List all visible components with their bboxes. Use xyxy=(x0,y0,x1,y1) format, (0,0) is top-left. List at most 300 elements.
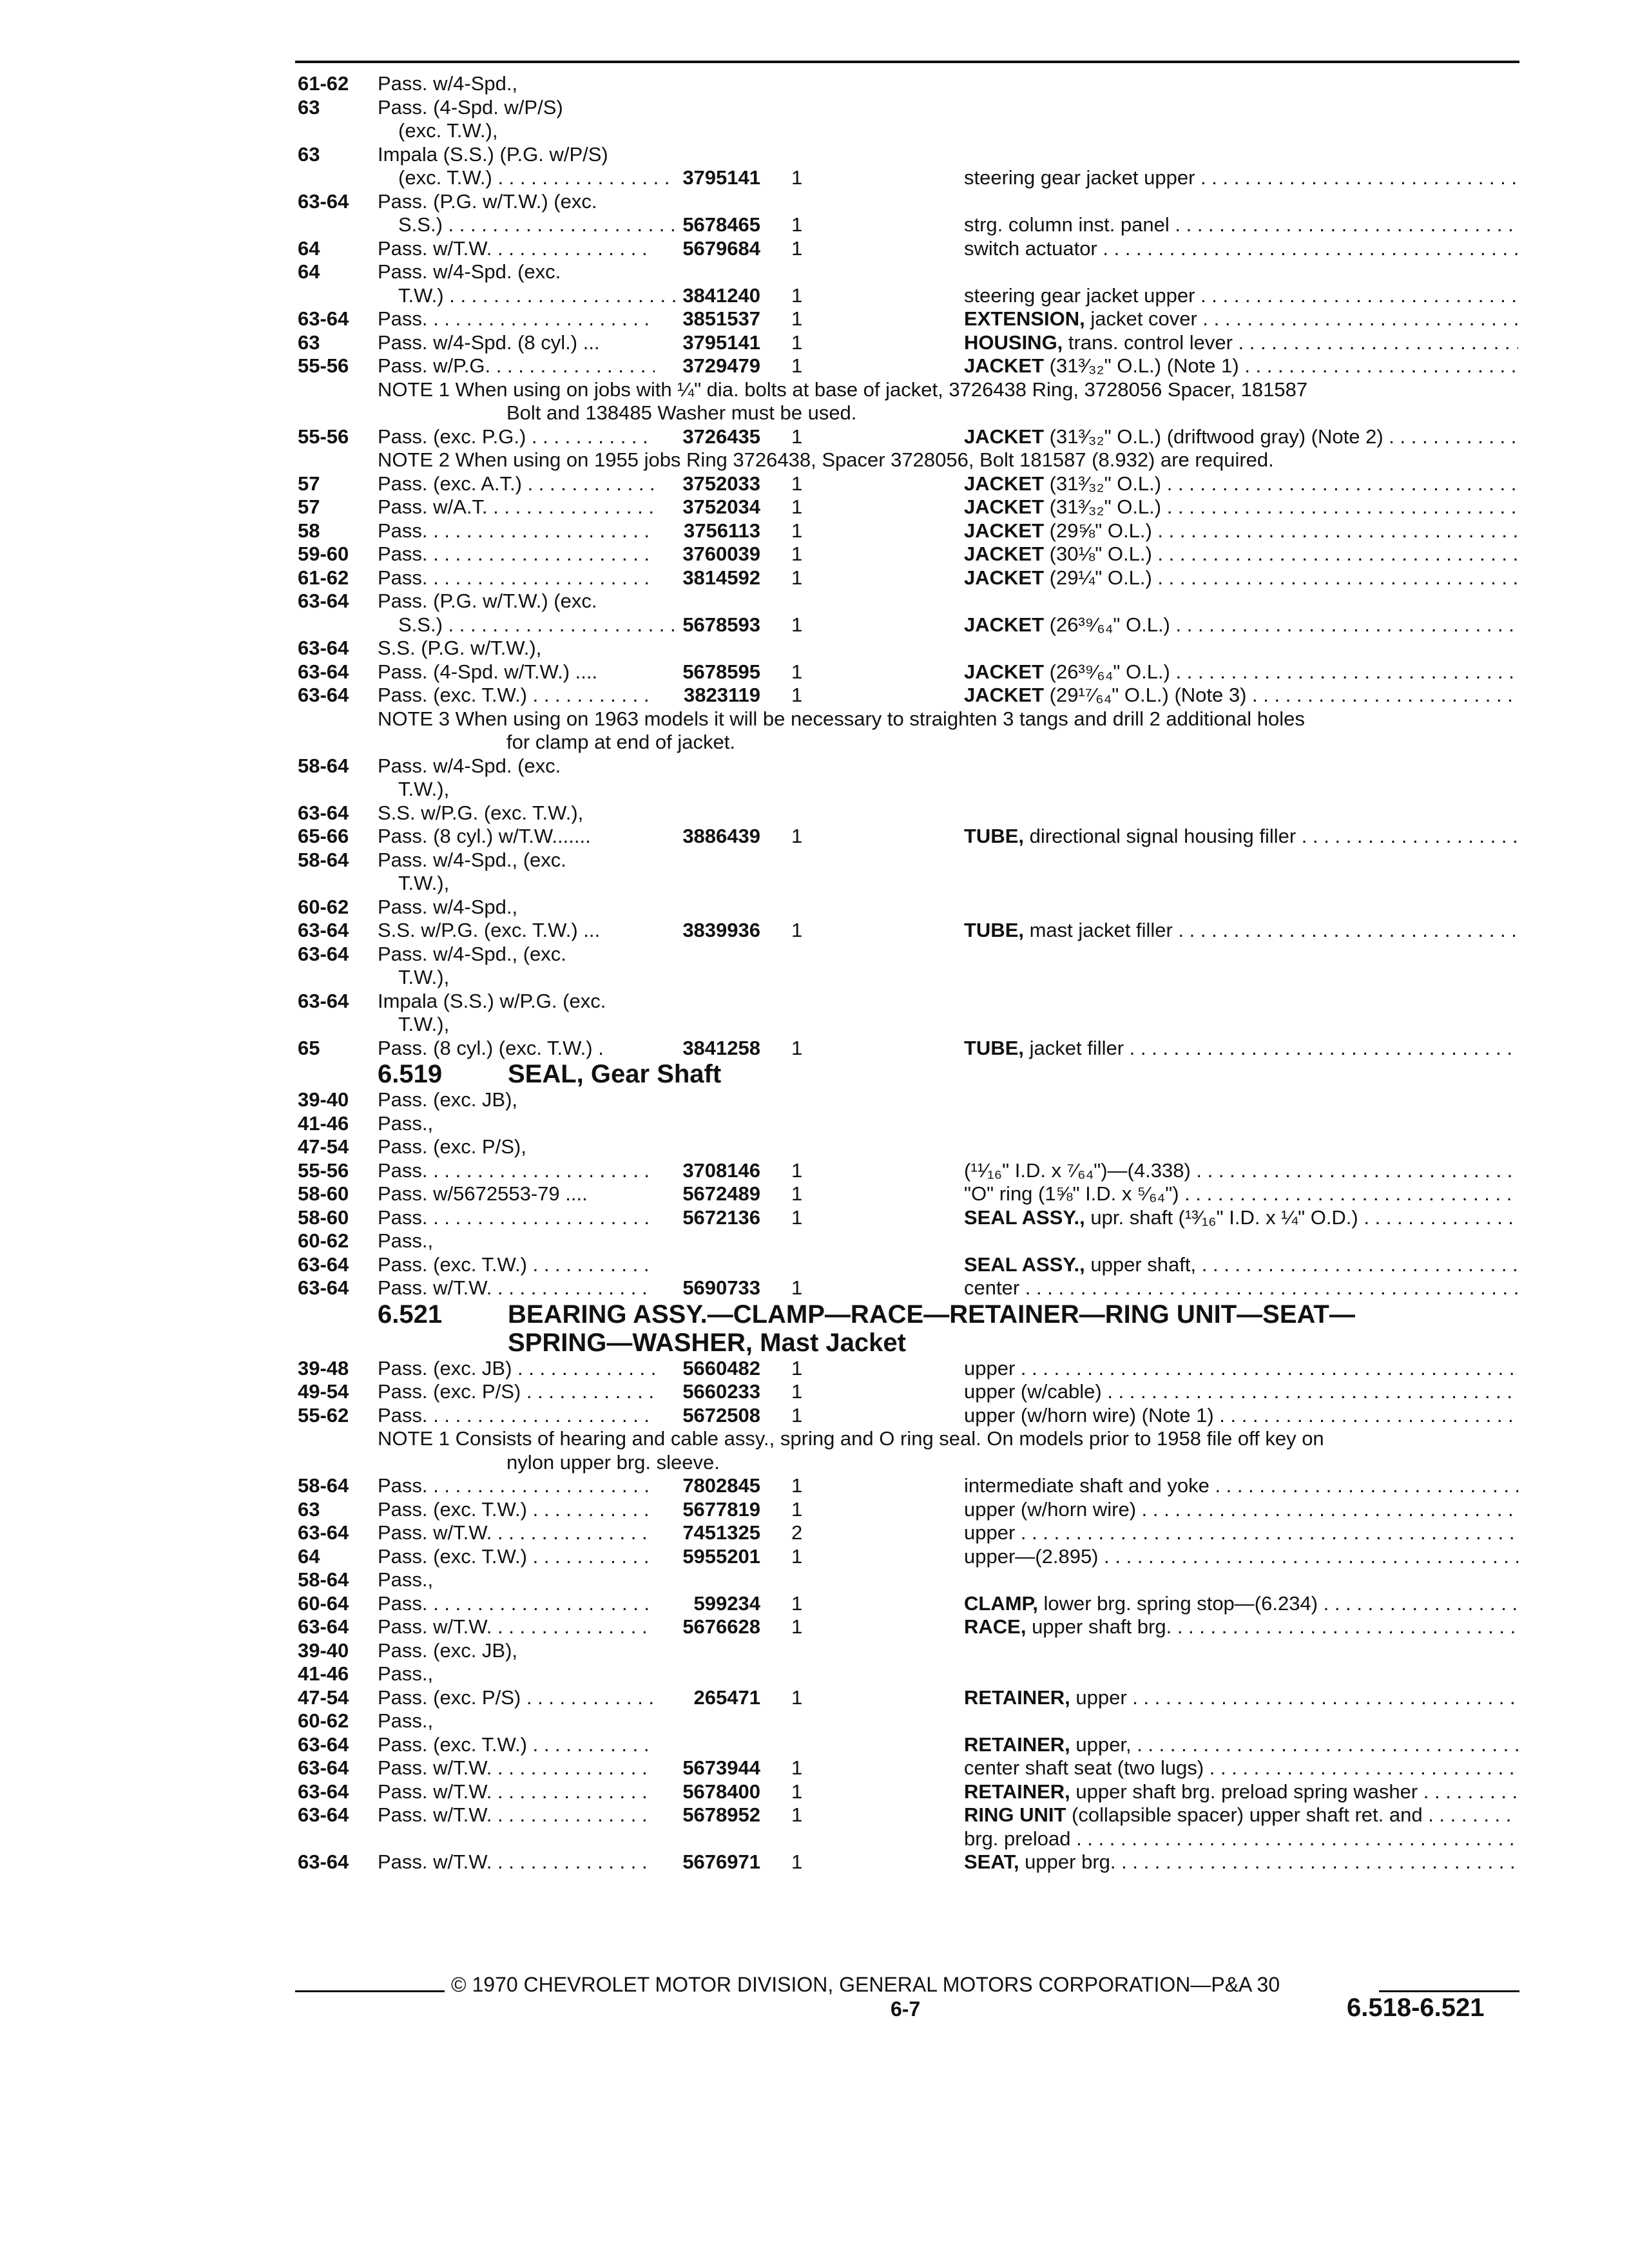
model-year: 63 xyxy=(298,331,320,354)
part-detail: upper shaft brg. preload spring washer . xyxy=(1070,1780,1429,1803)
model-year: 63-64 xyxy=(298,660,349,683)
part-detail: upper (w/cable) xyxy=(964,1380,1102,1403)
quantity: 1 xyxy=(791,566,803,589)
quantity: 1 xyxy=(791,354,803,377)
model-year: 39-40 xyxy=(298,1088,349,1111)
part-name xyxy=(964,213,1518,237)
part-number: 5673944 xyxy=(682,1756,760,1779)
part-detail: upper (w/horn wire) (Note 1) xyxy=(964,1403,1214,1427)
application: Pass., xyxy=(378,1709,434,1732)
part-name xyxy=(964,825,1518,849)
table-row xyxy=(0,166,1629,190)
part-name xyxy=(964,1615,1518,1639)
table-row xyxy=(0,1686,1629,1710)
model-year: 39-40 xyxy=(298,1639,349,1662)
part-keyword: TUBE, xyxy=(964,919,1024,941)
table-row xyxy=(0,966,1629,990)
model-year: 59-60 xyxy=(298,543,349,565)
note-line xyxy=(0,401,1629,425)
model-year: 57 xyxy=(298,495,320,518)
table-row xyxy=(0,1229,1629,1253)
part-keyword: RETAINER, xyxy=(964,1686,1070,1709)
part-detail: (31³⁄₃₂" O.L.) (driftwood gray) (Note 2) xyxy=(1044,425,1383,448)
application: Pass. (8 cyl.) w/T.W....... xyxy=(378,825,591,847)
table-row xyxy=(0,1380,1629,1404)
application: Pass. (exc. JB), xyxy=(378,1088,518,1111)
application: T.W.), xyxy=(398,966,450,988)
part-number: 3708146 xyxy=(682,1158,760,1182)
application: Pass., xyxy=(378,1111,434,1135)
part-keyword: SEAT, xyxy=(964,1850,1019,1873)
part-name xyxy=(964,919,1518,943)
part-keyword: JACKET xyxy=(964,519,1045,542)
table-row xyxy=(0,896,1629,919)
table-row xyxy=(0,1357,1629,1381)
application: Pass. w/4-Spd., (exc. xyxy=(378,848,566,871)
part-name: brg. preload . . . xyxy=(964,1827,1518,1851)
part-detail: upper—(2.895) xyxy=(964,1544,1099,1568)
quantity: 1 xyxy=(791,1591,803,1615)
note-line xyxy=(0,378,1629,402)
part-name xyxy=(964,1037,1518,1061)
part-name xyxy=(964,1357,1518,1381)
application: Pass. (4-Spd. w/T.W.) .... xyxy=(378,660,598,683)
application: Pass. (P.G. w/T.W.) (exc. xyxy=(378,590,597,612)
note-text: NOTE 3 When using on 1963 models it will be necessary to straighten 3 tangs and drill 2 additional holes xyxy=(378,707,1305,730)
quantity: 1 xyxy=(791,284,803,307)
model-year: 64 xyxy=(298,1544,320,1568)
part-detail: (29¼" O.L.) xyxy=(1044,566,1152,589)
part-number: 7802845 xyxy=(682,1474,760,1497)
part-name xyxy=(964,543,1518,566)
application: Pass. . . . xyxy=(378,307,655,331)
application: S.S. w/P.G. (exc. T.W.), xyxy=(378,801,584,824)
model-year: 58-64 xyxy=(298,754,349,777)
note-line xyxy=(0,1427,1629,1451)
application: Pass. (exc. P/S), xyxy=(378,1135,526,1158)
quantity: 1 xyxy=(791,1036,803,1059)
table-row xyxy=(0,825,1629,849)
table-row xyxy=(0,566,1629,590)
quantity: 1 xyxy=(791,1780,803,1803)
part-name xyxy=(964,1686,1518,1710)
part-name xyxy=(964,331,1518,355)
model-year: 63-64 xyxy=(298,1850,349,1873)
quantity: 1 xyxy=(791,613,803,636)
model-year: 58 xyxy=(298,519,320,542)
application: T.W.), xyxy=(398,778,450,800)
table-row xyxy=(0,260,1629,284)
application: Pass. w/T.W. . . . xyxy=(378,1756,655,1780)
model-year: 60-62 xyxy=(298,1709,349,1732)
part-detail: upper, xyxy=(1070,1733,1132,1756)
part-name xyxy=(964,1206,1518,1230)
application: Pass. w/4-Spd., xyxy=(378,72,518,95)
quantity: 1 xyxy=(791,495,803,518)
application: T.W.), xyxy=(398,1013,450,1035)
part-number: 7451325 xyxy=(682,1521,760,1544)
quantity: 1 xyxy=(791,1182,803,1205)
quantity: 1 xyxy=(791,1615,803,1638)
model-year: 63-64 xyxy=(298,801,349,824)
table-row xyxy=(0,1088,1629,1112)
application: S.S.) . . . xyxy=(398,613,675,637)
model-year: 63 xyxy=(298,95,320,119)
part-detail: directional signal housing filler xyxy=(1024,825,1296,847)
section-number: 6.521 xyxy=(378,1300,443,1329)
table-row xyxy=(0,331,1629,355)
note-line xyxy=(0,707,1629,731)
part-detail: center xyxy=(964,1276,1020,1299)
part-name xyxy=(964,1521,1518,1545)
part-number: 3795141 xyxy=(682,166,760,189)
part-name xyxy=(964,684,1518,707)
quantity: 1 xyxy=(791,1497,803,1521)
table-row xyxy=(0,1592,1629,1616)
model-year: 63-64 xyxy=(298,1615,349,1638)
application: Pass. . . . xyxy=(378,1159,655,1183)
application: Pass. w/T.W. . . . xyxy=(378,1850,655,1874)
application: Pass. (exc. JB) . . . xyxy=(378,1357,655,1381)
quantity: 1 xyxy=(791,919,803,941)
application: Impala (S.S.) w/P.G. (exc. xyxy=(378,989,606,1012)
quantity: 1 xyxy=(791,825,803,847)
quantity: 1 xyxy=(791,1544,803,1568)
table-row xyxy=(0,1545,1629,1569)
part-number: 5660482 xyxy=(682,1356,760,1379)
model-year: 57 xyxy=(298,472,320,495)
part-name xyxy=(964,613,1518,637)
table-row xyxy=(0,990,1629,1014)
section-heading xyxy=(0,1300,1629,1329)
part-keyword: RING UNIT xyxy=(964,1803,1066,1826)
part-name xyxy=(964,166,1518,190)
table-row xyxy=(0,472,1629,496)
application: Pass. (exc. T.W.) . . . xyxy=(378,684,655,707)
quantity: 1 xyxy=(791,1206,803,1229)
part-keyword: TUBE, xyxy=(964,1036,1024,1059)
part-number: 3729479 xyxy=(682,354,760,377)
model-year: 63-64 xyxy=(298,307,349,330)
section-heading xyxy=(0,1329,1629,1357)
note-text: for clamp at end of jacket. xyxy=(506,731,735,753)
table-row xyxy=(0,284,1629,308)
part-number: 5678465 xyxy=(682,213,760,236)
part-name xyxy=(964,1276,1518,1300)
table-row xyxy=(0,1709,1629,1733)
table-row xyxy=(0,213,1629,237)
part-detail: lower brg. spring stop—(6.234) xyxy=(1037,1591,1318,1615)
table-row xyxy=(0,1037,1629,1061)
part-keyword: SEAL ASSY., xyxy=(964,1253,1085,1276)
part-detail: upper shaft brg. xyxy=(1026,1615,1172,1638)
application: Pass. (exc. JB), xyxy=(378,1639,518,1662)
note-text: NOTE 1 When using on jobs with ¼" dia. bolts at base of jacket, 3726438 Ring, 3728056 Spacer, 181587 xyxy=(378,378,1308,401)
table-row xyxy=(0,1013,1629,1037)
table-row xyxy=(0,943,1629,966)
part-detail: upper xyxy=(964,1356,1016,1379)
part-detail: center shaft seat (two lugs) xyxy=(964,1756,1204,1779)
table-row xyxy=(0,119,1629,143)
part-name xyxy=(964,495,1518,519)
quantity: 1 xyxy=(791,543,803,565)
part-number: 3841258 xyxy=(682,1036,760,1059)
part-name xyxy=(964,1780,1518,1804)
part-number: 599234 xyxy=(693,1591,760,1615)
table-row xyxy=(0,1803,1629,1827)
application: (exc. T.W.) . . . xyxy=(398,166,675,190)
footer-copyright: © 1970 CHEVROLET MOTOR DIVISION, GENERAL MOTORS CORPORATION—P&A 30 xyxy=(451,1973,1280,1996)
application: Pass. w/4-Spd., xyxy=(378,895,518,918)
model-year: 63-64 xyxy=(298,1521,349,1544)
quantity: 1 xyxy=(791,684,803,706)
part-number: 3752034 xyxy=(682,495,760,518)
part-detail: intermediate shaft and yoke xyxy=(964,1474,1210,1497)
table-row xyxy=(0,190,1629,214)
part-name xyxy=(964,1803,1518,1827)
model-year: 63-64 xyxy=(298,189,349,213)
application: Pass. (exc. T.W.) . . . xyxy=(378,1498,655,1522)
part-keyword: JACKET xyxy=(964,543,1045,565)
part-keyword: JACKET xyxy=(964,495,1045,518)
application: Pass. w/T.W. . . . xyxy=(378,1803,655,1827)
application: Pass. w/4-Spd. (exc. xyxy=(378,260,561,283)
quantity: 1 xyxy=(791,166,803,189)
part-detail: (¹¹⁄₁₆" I.D. x ⁷⁄₆₄")—(4.338) xyxy=(964,1158,1191,1182)
model-year: 63-64 xyxy=(298,684,349,706)
part-number: 5672489 xyxy=(682,1182,760,1205)
part-name xyxy=(964,519,1518,543)
part-number: 5690733 xyxy=(682,1276,760,1299)
quantity: 1 xyxy=(791,1158,803,1182)
model-year: 63-64 xyxy=(298,1733,349,1756)
part-number: 3752033 xyxy=(682,472,760,495)
part-keyword: EXTENSION, xyxy=(964,307,1085,330)
name-continuation-row xyxy=(0,1827,1629,1851)
part-number: 3823119 xyxy=(684,684,760,706)
application: Pass. w/T.W. . . . xyxy=(378,237,655,261)
part-detail: steering gear jacket upper xyxy=(964,284,1195,307)
note-line xyxy=(0,448,1629,472)
footer-rule-right xyxy=(1379,1990,1519,1992)
application: Pass. (4-Spd. w/P/S) xyxy=(378,95,563,119)
model-year: 65 xyxy=(298,1036,320,1059)
part-number: 5677819 xyxy=(682,1497,760,1521)
part-name xyxy=(964,1404,1518,1428)
part-detail: (29⅝" O.L.) xyxy=(1044,519,1152,542)
part-keyword: JACKET xyxy=(964,684,1045,706)
model-year: 55-62 xyxy=(298,1403,349,1427)
table-row xyxy=(0,1276,1629,1300)
table-row xyxy=(0,1112,1629,1136)
part-detail: upper xyxy=(964,1521,1016,1544)
model-year: 49-54 xyxy=(298,1380,349,1403)
part-detail: steering gear jacket upper xyxy=(964,166,1195,189)
table-row xyxy=(0,1733,1629,1757)
application: Pass. . . . xyxy=(378,1404,655,1428)
quantity: 1 xyxy=(791,1850,803,1873)
note-text: NOTE 2 When using on 1955 jobs Ring 3726438, Spacer 3728056, Bolt 181587 (8.932) are required. xyxy=(378,448,1274,471)
part-name xyxy=(964,660,1518,684)
part-keyword: JACKET xyxy=(964,566,1045,589)
section-heading xyxy=(0,1060,1629,1088)
application: Pass. (exc. P/S) . . . xyxy=(378,1686,655,1710)
table-row xyxy=(0,637,1629,660)
part-detail: (26³⁹⁄₆₄" O.L.) xyxy=(1044,613,1170,636)
model-year: 58-60 xyxy=(298,1182,349,1205)
table-row xyxy=(0,307,1629,331)
model-year: 63-64 xyxy=(298,989,349,1012)
model-year: 41-46 xyxy=(298,1662,349,1685)
application: Pass., xyxy=(378,1568,434,1591)
table-row xyxy=(0,919,1629,943)
part-detail: upr. shaft (¹³⁄₁₆" I.D. x ¼" O.D.) xyxy=(1084,1206,1358,1229)
part-number: 5676971 xyxy=(682,1850,760,1873)
application: Pass. . . . xyxy=(378,519,655,543)
quantity: 2 xyxy=(791,1521,803,1544)
part-name xyxy=(964,1182,1518,1206)
part-detail: jacket filler xyxy=(1024,1036,1124,1059)
table-row xyxy=(0,1159,1629,1183)
note-text: NOTE 1 Consists of hearing and cable assy., spring and O ring seal. On models prior to 1958 file off key on xyxy=(378,1427,1324,1450)
model-year: 63-64 xyxy=(298,1756,349,1779)
model-year: 58-64 xyxy=(298,1568,349,1591)
note-line xyxy=(0,731,1629,754)
quantity: 1 xyxy=(791,1756,803,1779)
application: Pass. w/4-Spd. (8 cyl.) ... xyxy=(378,331,600,354)
part-number: 3814592 xyxy=(682,566,760,589)
quantity: 1 xyxy=(791,1356,803,1379)
quantity: 1 xyxy=(791,213,803,236)
footer-rule-left xyxy=(295,1990,445,1992)
table-row xyxy=(0,519,1629,543)
table-row xyxy=(0,72,1629,96)
part-name xyxy=(964,1850,1518,1874)
part-keyword: JACKET xyxy=(964,354,1045,377)
quantity: 1 xyxy=(791,660,803,683)
part-detail: upper shaft, xyxy=(1084,1253,1197,1276)
quantity: 1 xyxy=(791,1803,803,1826)
part-number: 3760039 xyxy=(682,543,760,565)
application: Pass. . . . xyxy=(378,543,655,566)
part-name xyxy=(964,472,1518,496)
table-row xyxy=(0,849,1629,872)
table-row xyxy=(0,237,1629,261)
application: Pass. (exc. T.W.) . . . xyxy=(378,1545,655,1569)
quantity: 1 xyxy=(791,519,803,542)
application: Pass., xyxy=(378,1229,434,1252)
quantity: 1 xyxy=(791,425,803,448)
part-number: 3726435 xyxy=(682,425,760,448)
part-name xyxy=(964,425,1518,449)
application: Pass. (8 cyl.) (exc. T.W.) . xyxy=(378,1036,604,1059)
table-row xyxy=(0,1253,1629,1277)
model-year: 58-60 xyxy=(298,1206,349,1229)
part-number: 3886439 xyxy=(682,825,760,847)
application: Pass., xyxy=(378,1662,434,1685)
application: Pass. w/A.T. . . . xyxy=(378,495,655,519)
model-year: 60-64 xyxy=(298,1591,349,1615)
part-detail: mast jacket filler xyxy=(1024,919,1173,941)
model-year: 60-62 xyxy=(298,895,349,918)
part-detail: (31³⁄₃₂" O.L.) (Note 1) xyxy=(1044,354,1239,377)
table-row xyxy=(0,660,1629,684)
application: S.S.) . . . xyxy=(398,213,675,237)
part-name xyxy=(964,354,1518,378)
model-year: 63-64 xyxy=(298,637,349,659)
model-year: 63-64 xyxy=(298,1803,349,1826)
application: Pass. . . . xyxy=(378,566,655,590)
model-year: 41-46 xyxy=(298,1111,349,1135)
part-number: 3839936 xyxy=(682,919,760,941)
model-year: 63 xyxy=(298,142,320,166)
part-number: 5672136 xyxy=(682,1206,760,1229)
table-row xyxy=(0,872,1629,896)
model-year: 58-64 xyxy=(298,1474,349,1497)
part-keyword: CLAMP, xyxy=(964,1591,1038,1615)
part-detail: upper brg. xyxy=(1019,1850,1116,1873)
part-number: 5678400 xyxy=(682,1780,760,1803)
table-row xyxy=(0,1521,1629,1545)
table-row xyxy=(0,1756,1629,1780)
application: T.W.), xyxy=(398,872,450,894)
part-keyword: SEAL ASSY., xyxy=(964,1206,1085,1229)
table-row xyxy=(0,1662,1629,1686)
model-year: 39-48 xyxy=(298,1356,349,1379)
model-year: 63-64 xyxy=(298,1780,349,1803)
model-year: 65-66 xyxy=(298,825,349,847)
table-row xyxy=(0,613,1629,637)
part-keyword: JACKET xyxy=(964,660,1045,683)
part-name xyxy=(964,1159,1518,1183)
part-detail: (29¹⁷⁄₆₄" O.L.) (Note 3) xyxy=(1044,684,1247,706)
part-detail: upper xyxy=(1070,1686,1127,1709)
quantity: 1 xyxy=(791,307,803,330)
table-row xyxy=(0,495,1629,519)
application: Pass. (exc. P/S) . . . xyxy=(378,1380,655,1404)
application: Pass. w/T.W. . . . xyxy=(378,1276,655,1300)
part-keyword: RETAINER, xyxy=(964,1780,1070,1803)
table-row xyxy=(0,802,1629,825)
application: Pass. w/T.W. . . . xyxy=(378,1521,655,1545)
quantity: 1 xyxy=(791,236,803,260)
part-name xyxy=(964,1498,1518,1522)
table-row xyxy=(0,425,1629,449)
note-line xyxy=(0,1451,1629,1475)
model-year: 60-62 xyxy=(298,1229,349,1252)
part-detail: (collapsible spacer) upper shaft ret. and xyxy=(1066,1803,1423,1826)
model-year: 63-64 xyxy=(298,590,349,612)
table-row xyxy=(0,1850,1629,1874)
model-year: 47-54 xyxy=(298,1135,349,1158)
part-number: 5955201 xyxy=(682,1544,760,1568)
model-year: 55-56 xyxy=(298,354,349,377)
quantity: 1 xyxy=(791,1276,803,1299)
part-keyword: JACKET xyxy=(964,613,1045,636)
quantity: 1 xyxy=(791,472,803,495)
part-detail: (26³⁹⁄₆₄" O.L.) xyxy=(1044,660,1170,683)
note-text: nylon upper brg. sleeve. xyxy=(506,1450,720,1474)
note-text: Bolt and 138485 Washer must be used. xyxy=(506,401,857,424)
application: Pass. w/P.G. . . . xyxy=(378,354,655,378)
table-row xyxy=(0,543,1629,566)
model-year: 63-64 xyxy=(298,942,349,965)
application: Pass. w/4-Spd. (exc. xyxy=(378,754,561,777)
application: Pass. . . . xyxy=(378,1474,655,1498)
table-row xyxy=(0,1474,1629,1498)
model-year: 61-62 xyxy=(298,566,349,589)
application: S.S. w/P.G. (exc. T.W.) ... xyxy=(378,919,601,941)
